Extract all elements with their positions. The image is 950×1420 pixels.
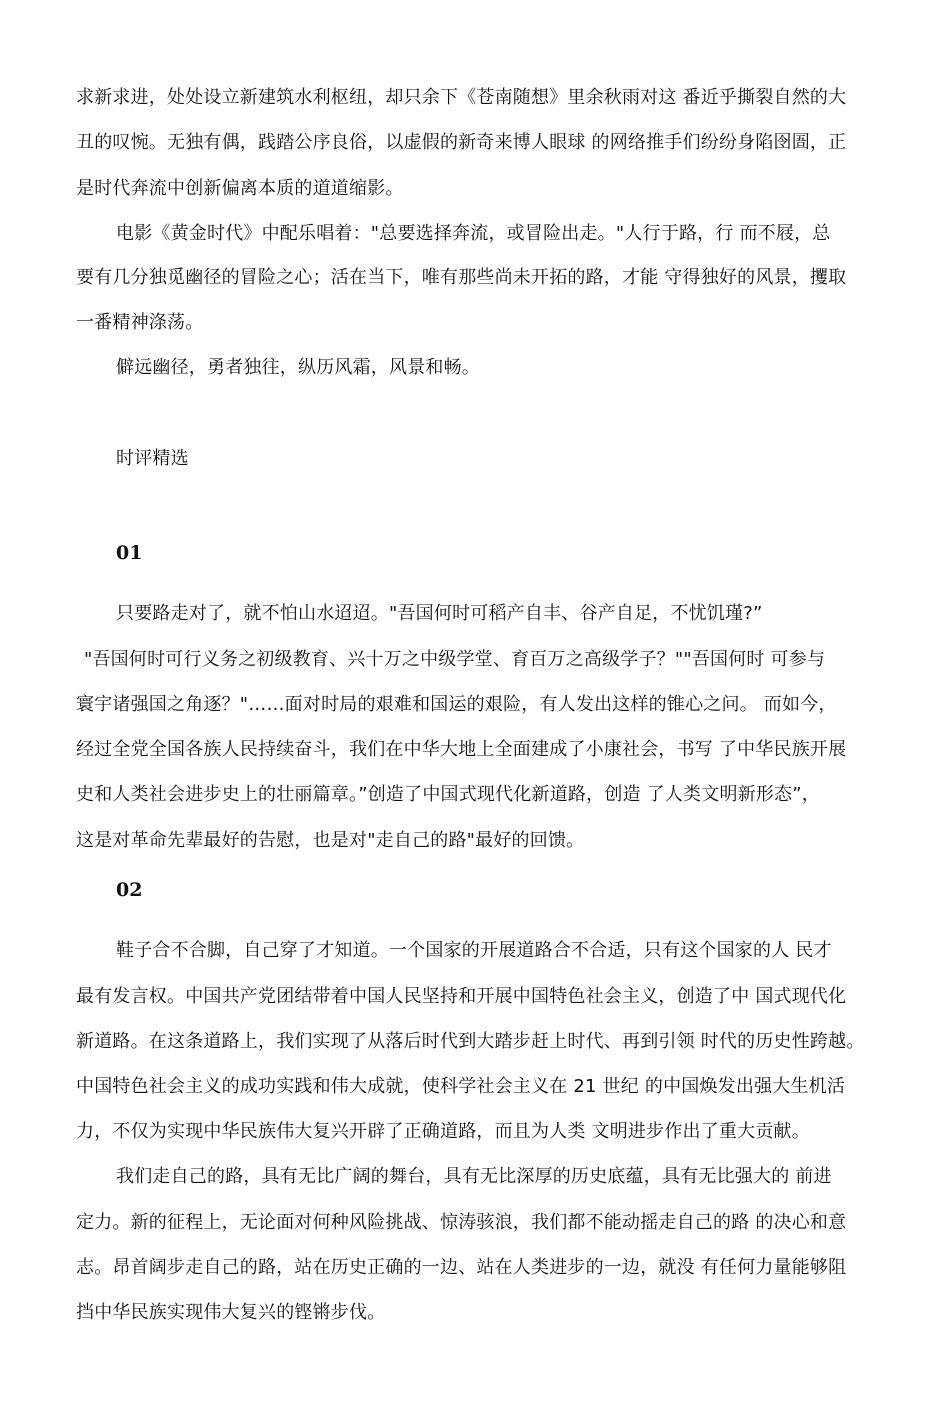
text-line: 新道路。在这条道路上，我们实现了从落后时代到大踏步赶上时代、再到引领 时代的历史性跨越。 [76, 1031, 865, 1052]
text-line: 最有发言权。中国共产党团结带着中国人民坚持和开展中国特色社会主义，创造了中 国式现代化 [76, 986, 847, 1007]
text-line: 电影《黄金时代》中配乐唱着："总要选择奔流，或冒险出走。"人行于路，行 而不屐，总 [116, 223, 831, 244]
text-line: 要有几分独觅幽径的冒险之心；活在当下，唯有那些尚未开拓的路，才能 守得独好的风景，攫取 [76, 267, 847, 288]
text-line: 只要路走对了，就不怕山水迢迢。"吾国何时可稻产自丰、谷产自足，不忧饥瑾?” [116, 603, 763, 624]
text-line: 求新求进，处处设立新建筑水利枢纽，却只余下《苍南随想》里余秋雨对这 番近乎撕裂自然的大 [76, 87, 847, 108]
text-line: 是时代奔流中创新偏离本质的道道缩影。 [76, 178, 404, 199]
text-line: 中国特色社会主义的成功实践和伟大成就，使科学社会主义在 21 世纪 的中国焕发出强大生机活 [76, 1076, 846, 1097]
text-line: "吾国何时可行义务之初级教育、兴十万之中级学堂、育百万之高级学子？""吾国何时 可参与 [84, 649, 826, 670]
text-line: 史和人类社会进步史上的壮丽篇章。”创造了中国式现代化新道路，创造 了人类文明新形态”， [76, 784, 820, 805]
text-line: 寰宇诸强国之角逐？"……面对时局的艰难和国运的艰险，有人发出这样的锥心之问。 而如今， [76, 694, 837, 715]
section-heading-02: 02 [116, 879, 143, 901]
text-line: 鞋子合不合脚，自己穿了才知道。一个国家的开展道路合不合适，只有这个国家的人 民才 [116, 940, 832, 961]
text-line: 丑的叹惋。无独有偶，践踏公序良俗，以虚假的新奇来博人眼球 的网络推手们纷纷身陷囹圄，正 [76, 132, 847, 153]
text-line: 我们走自己的路，具有无比广阔的舞台，具有无比深厚的历史底蕴，具有无比强大的 前进 [116, 1166, 832, 1187]
text-line: 一番精神涤荡。 [76, 312, 204, 333]
text-line: 志。昂首阔步走自己的路，站在历史正确的一边、站在人类进步的一边，就没 有任何力量能够阻 [76, 1257, 847, 1278]
text-line: 定力。新的征程上，无论面对何种风险挑战、惊涛骇浪，我们都不能动摇走自己的路 的决心和意 [76, 1212, 847, 1233]
section-title: 时评精选 [116, 448, 189, 469]
text-line: 僻远幽径，勇者独往，纵历风霜，风景和畅。 [116, 357, 480, 378]
text-line: 挡中华民族实现伟大复兴的铿锵步伐。 [76, 1302, 386, 1323]
text-line: 力，不仅为实现中华民族伟大复兴开辟了正确道路，而且为人类 文明进步作出了重大贡献。 [76, 1121, 810, 1142]
section-heading-01: 01 [116, 542, 143, 564]
text-line: 这是对革命先辈最好的告慰，也是对"走自己的路"最好的回馈。 [76, 830, 585, 851]
text-line: 经过全党全国各族人民持续奋斗，我们在中华大地上全面建成了小康社会，书写 了中华民族开展 [76, 739, 847, 760]
